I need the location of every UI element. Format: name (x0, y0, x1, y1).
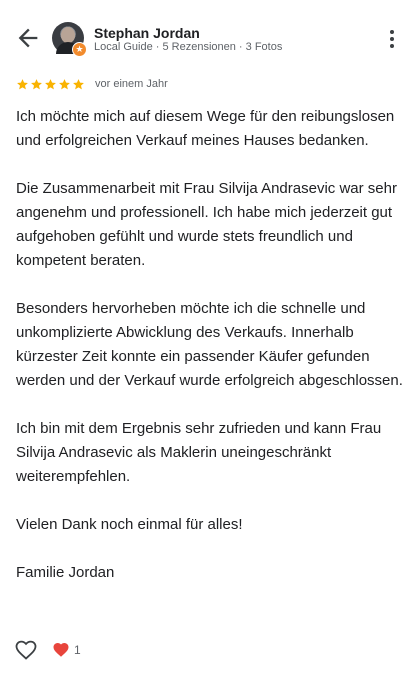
review-signature: Familie Jordan (16, 564, 115, 581)
back-button[interactable] (14, 24, 42, 52)
arrow-left-icon (14, 24, 42, 52)
heart-outline-icon (14, 638, 38, 662)
local-guide-star-icon: ★ (72, 42, 87, 57)
star-icon (30, 78, 43, 91)
review-paragraph: Besonders hervorheben möchte ich die schnelle und unkomplizierte Abwicklung des Verkaufs. Innerhalb kürzester Zeit konnte ein passender Käufer gefunden werden und der Verkauf wurde erfolgreich abgeschlossen. (16, 300, 403, 389)
more-vert-icon (382, 26, 402, 52)
like-button[interactable] (14, 638, 38, 662)
reviewer-name[interactable]: Stephan Jordan (94, 25, 200, 41)
heart-filled-icon (52, 641, 70, 659)
star-icon (16, 78, 29, 91)
review-paragraph: Ich möchte mich auf diesem Wege für den reibungslosen und erfolgreichen Verkauf meines Hauses bedanken. (16, 108, 395, 149)
star-rating (16, 78, 85, 91)
star-icon (44, 78, 57, 91)
rating-row (16, 75, 168, 93)
review-paragraph: Ich bin mit dem Ergebnis sehr zufrieden und kann Frau Silvija Andrasevic als Maklerin uneingeschränkt weiterempfehlen. (16, 420, 382, 485)
review-header (0, 0, 420, 76)
reviewer-meta: Local Guide · 5 Rezensionen · 3 Fotos (94, 41, 283, 53)
avatar[interactable] (52, 22, 84, 54)
avatar-face (61, 27, 75, 43)
review-paragraph: Die Zusammenarbeit mit Frau Silvija Andrasevic war sehr angenehm und professionell. Ich habe mich jederzeit gut aufgehoben gefühlt und wurde stets freundlich und kompetent beraten. (16, 180, 397, 269)
more-options-button[interactable] (382, 26, 402, 52)
reaction-summary[interactable] (52, 641, 81, 659)
star-icon (58, 78, 71, 91)
review-text (16, 105, 408, 609)
review-paragraph: Vielen Dank noch einmal für alles! (16, 516, 243, 533)
reaction-count: 1 (74, 643, 81, 657)
star-icon (72, 78, 85, 91)
review-actions (14, 638, 81, 662)
review-date: vor einem Jahr (95, 78, 168, 90)
